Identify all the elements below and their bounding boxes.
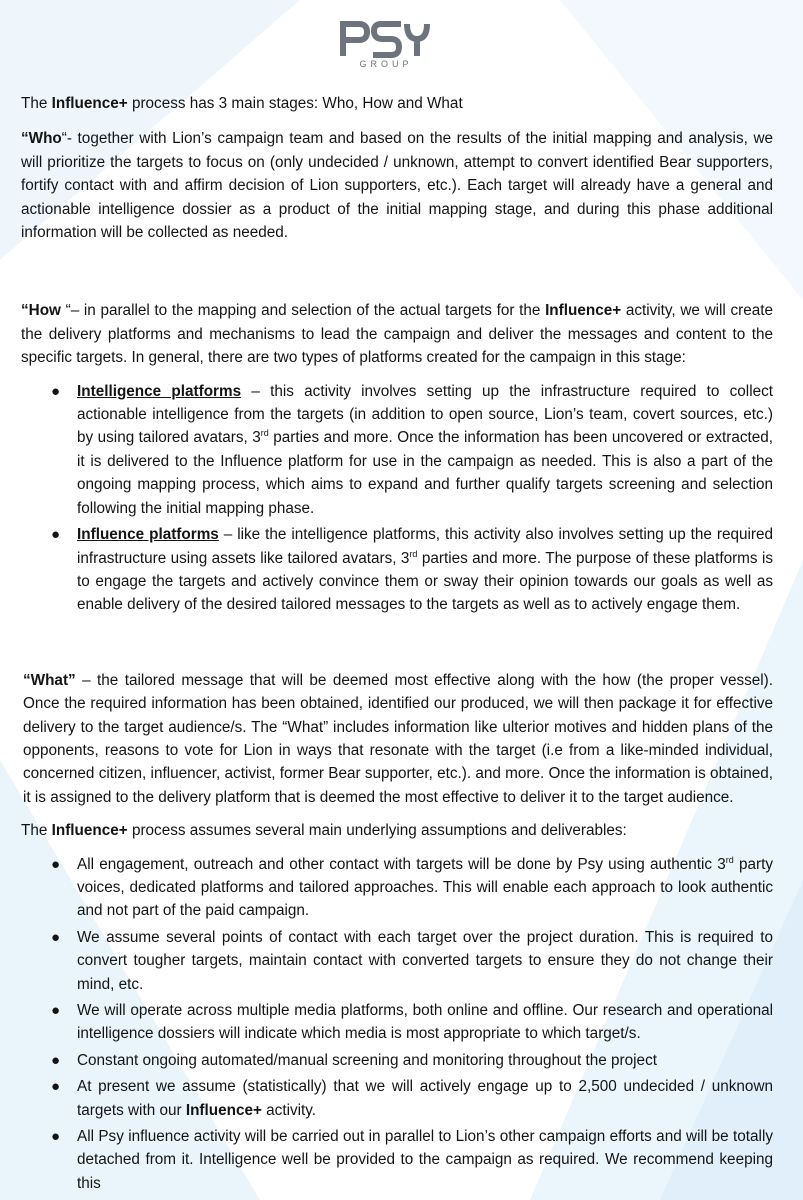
assumption-text: Constant ongoing automated/manual screening and monitoring throughout the project (77, 1051, 657, 1069)
platform-title: Intelligence platforms (77, 382, 242, 400)
assumption-text: activity. (261, 1101, 317, 1119)
how-paragraph (21, 299, 773, 369)
assumption-text: We will operate across multiple media platforms, both online and offline. Our research and operational intelligence dossiers will indicate which media is most appropriate to which target/s. (77, 1002, 773, 1043)
who-term: “Who (21, 130, 62, 148)
superscript: rd (260, 428, 269, 439)
intro-text: The (21, 95, 52, 112)
assumption-text: All engagement, outreach and other contact with targets will be done by Psy using authentic 3 (77, 855, 726, 873)
assumption-text: At present we assume (statistically) that we will actively engage up to 2,500 undecided / unknown targets with our (77, 1078, 773, 1119)
platform-title: Influence platforms (77, 526, 219, 544)
bullet-icon: ● (51, 526, 61, 544)
what-paragraph (21, 669, 773, 809)
list-item (21, 999, 773, 1046)
list-item (21, 1049, 773, 1072)
superscript: rd (725, 854, 734, 865)
assumptions-text: process assumes several main underlying assumptions and deliverables: (127, 822, 627, 840)
assumption-text: All Psy influence activity will be carried out in parallel to Lion’s other campaign efforts and will be totally detached from it. Intelligence well be provided to the campaign as required. We recommend keeping this (77, 1128, 773, 1192)
brand-name: Influence+ (545, 302, 622, 320)
bullet-icon: ● (51, 382, 61, 400)
assumption-text: We assume several points of contact with each target over the project duration. This is required to convert tougher targets, maintain contact with converted targets to ensure they do not change their mind, etc. (77, 928, 773, 993)
what-term: “What” (23, 671, 76, 689)
bullet-icon: ● (51, 1078, 61, 1096)
document-body (21, 92, 773, 1198)
brand-name: Influence+ (51, 95, 128, 112)
brand-name: Influence+ (51, 822, 128, 840)
list-item (21, 1075, 773, 1122)
how-text: “– in parallel to the mapping and selection of the actual targets for the (60, 302, 546, 320)
list-item (21, 926, 773, 996)
how-term: “How (21, 302, 61, 320)
bullet-icon: ● (51, 928, 61, 946)
what-text: – the tailored message that will be deemed most effective along with the how (the proper vessel). Once the required information has been obtained, identified our produced, we will then package it for effective delivery to the target audience/s. The “What” includes information like ulterior motives and hidden plans of the opponents, reasons to vote for Lion in ways that resonate with the target (i.e from a like-minded individual, concerned citizen, influencer, activist, former Bear supporter, etc.). and more. Once the information is obtained, it is assigned to the delivery platform that is deemed the most effective to deliver it to the target audience. (23, 671, 773, 806)
list-item (21, 1125, 773, 1195)
list-item (21, 380, 773, 520)
who-paragraph (21, 127, 773, 244)
intro-text: process has 3 main stages: Who, How and What (127, 95, 463, 112)
intro-paragraph (21, 92, 773, 115)
bullet-icon: ● (51, 1051, 61, 1069)
list-item (21, 853, 773, 923)
platform-text: parties and more. The purpose of these platforms is to engage the targets and actively convince them or sway their opinion towards our goals as well as enable delivery of the desired tailored messages to the targets as well as to actively engage them. (77, 549, 773, 614)
how-text: activity, we will create the delivery platforms and mechanisms to lead the campaign and deliver the messages and content to the specific targets. In general, there are two types of platforms created for the campaign in this stage: (21, 302, 773, 367)
logo-tagline: GROUP (359, 59, 413, 69)
assumptions-text: The (21, 822, 52, 840)
platform-text: – like the intelligence platforms, this activity also involves setting up the required infrastructure using assets like tailored avatars, 3 (77, 526, 774, 567)
bullet-icon: ● (51, 1128, 61, 1146)
bullet-icon: ● (51, 1002, 61, 1019)
list-item (21, 523, 773, 617)
who-text: “- together with Lion’s campaign team and based on the results of the initial mapping and analysis, we will prioritize the targets to focus on (only undecided / unknown, attempt to convert identified Bear supporters, fortify contact with and affirm decision of Lion supporters, etc.). Each target will already have a general and actionable intelligence dossier as a product of the initial mapping stage, and during this phase additional information will be collected as needed. (21, 130, 773, 242)
bullet-icon: ● (51, 855, 61, 873)
platform-text: – this activity involves setting up the infrastructure required to collect actionable intelligence from the targets (in addition to open source, Lion’s team, covert sources, etc.) by using tailored avatars, 3 (77, 382, 773, 447)
platform-list (21, 380, 773, 617)
assumption-text: party voices, dedicated platforms and tailored approaches. This will enable each approach to look authentic and not part of the paid campaign. (77, 855, 773, 920)
assumptions-intro (21, 819, 773, 842)
superscript: rd (409, 548, 418, 559)
brand-name: Influence+ (185, 1101, 262, 1119)
platform-text: parties and more. Once the information has been uncovered or extracted, it is delivered to the Influence platform for use in the campaign as needed. This is also a part of the ongoing mapping process, which aims to expand and further qualify targets screening and selection following the initial mapping phase. (77, 429, 773, 517)
assumptions-list (21, 853, 773, 1196)
